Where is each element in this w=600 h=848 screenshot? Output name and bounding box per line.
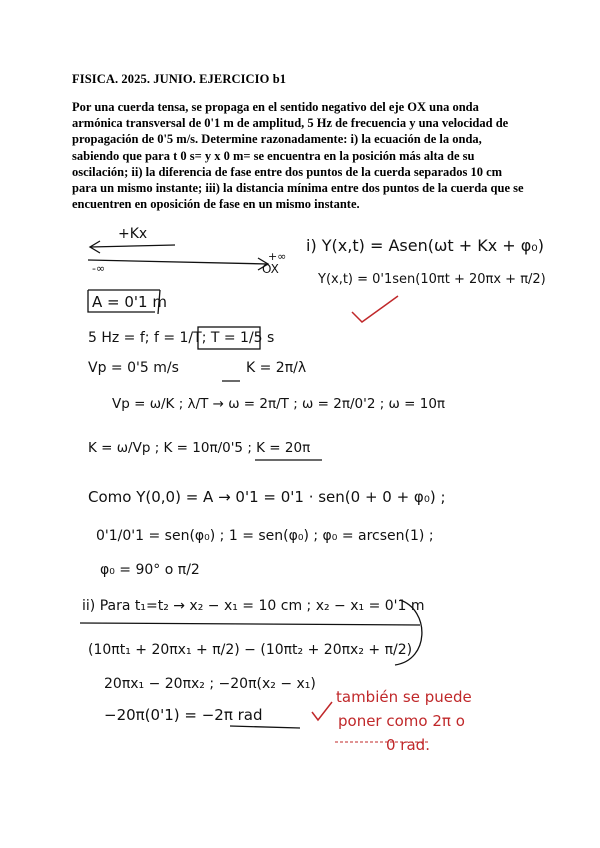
amplitude-value: A = 0'1 m [92,293,167,311]
plus-kx-label: +Kx [118,226,148,242]
check-mark-icon [352,296,398,322]
ox-axis-line [88,260,268,264]
result-line: −20π(0'1) = −2π rad [104,706,263,724]
general-equation: i) Y(x,t) = Asen(ωt + Kx + φ₀) [306,236,544,255]
k-line: K = ω/Vp ; K = 10π/0'5 ; K = 20π [88,440,311,456]
plus-inf-label: +∞ [268,250,287,263]
omega-line: Vp = ω/K ; λ/T → ω = 2π/T ; ω = 2π/0'2 ; ω = 10π [112,396,446,412]
problem-statement: Por una cuerda tensa, se propaga en el sentido negativo del eje OX una onda armónica transversal de 0'1 m de amplitud, 5 Hz de frecuencia y una velocidad de propagación de 0'5 m/s. Determine razonadamente: i) la ecuación de la onda, sabiendo que para t 0 s= y x 0 m= se encuentra en la posición más alta de su oscilación; ii) la diferencia de fase entre dos puntos de la cuerda separados 10 cm para un mismo instante; iii) la distancia mínima entre dos puntos de la cuerda que se encuentren en oposición de fase en un mismo instante. [72,100,524,212]
frequency-line: 5 Hz = f; f = 1/T; T = 1/5 s [88,330,275,346]
simplify-line: 20πx₁ − 20πx₂ ; −20π(x₂ − x₁) [104,676,316,692]
exercise-header: FISICA. 2025. JUNIO. EJERCICIO b1 [72,72,287,86]
phi-line: φ₀ = 90° o π/2 [100,562,200,578]
wave-equation-result: Y(x,t) = 0'1sen(10πt + 20πx + π/2) [318,272,546,287]
como-line: Como Y(0,0) = A → 0'1 = 0'1 · sen(0 + 0 + φ₀) ; [88,488,446,506]
k-definition: K = 2π/λ [246,360,307,376]
arrow-line-top [90,245,175,247]
minus-inf-label: -∞ [92,262,106,275]
ox-label: OX [262,262,279,276]
ratio-line: 0'1/0'1 = sen(φ₀) ; 1 = sen(φ₀) ; φ₀ = arcsen(1) ; [96,528,434,544]
red-note-line-3: 0 rad. [386,736,430,754]
phase-difference: (10πt₁ + 20πx₁ + π/2) − (10πt₂ + 20πx₂ + π/2) [88,642,413,658]
red-note-line-1: también se puede [336,688,472,706]
check-mark-icon-2 [312,702,332,720]
velocity-value: Vp = 0'5 m/s [88,360,179,376]
part2-line: ii) Para t₁=t₂ → x₂ − x₁ = 10 cm ; x₂ − x₁ = 0'1 m [82,598,425,614]
red-note-line-2: poner como 2π o [338,712,465,730]
